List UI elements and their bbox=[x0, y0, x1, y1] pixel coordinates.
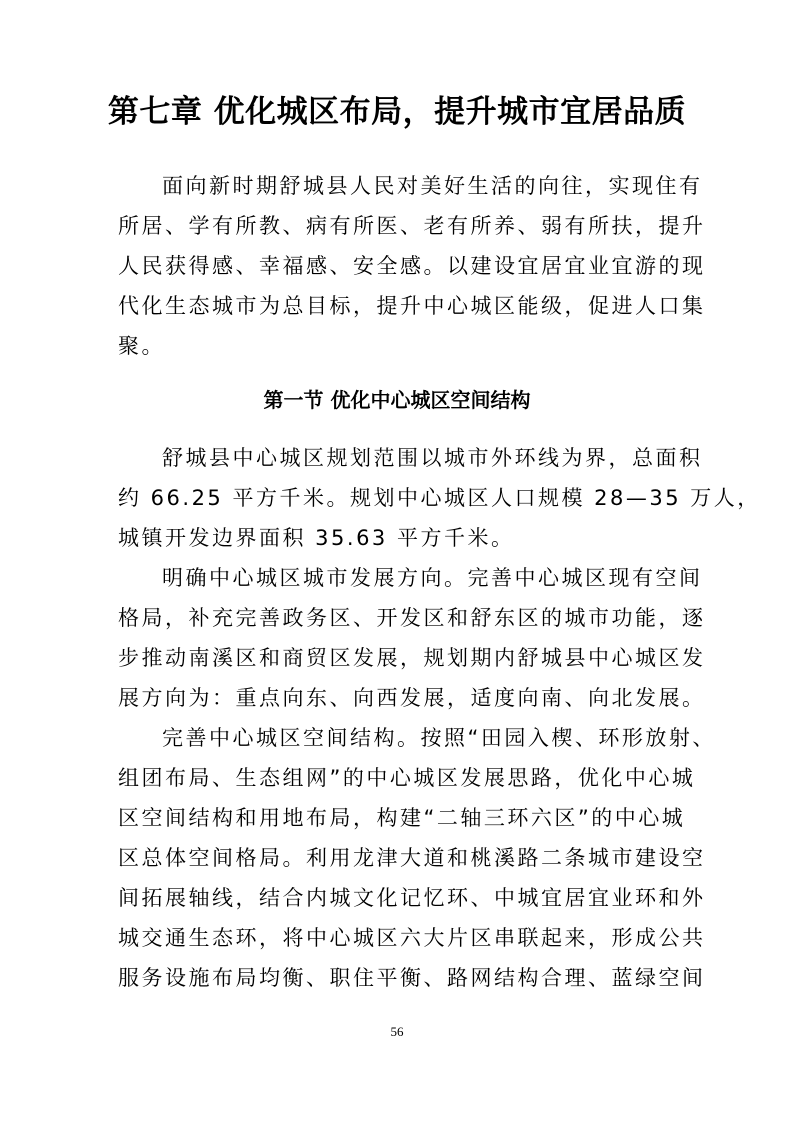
paragraph-line: 格局，补充完善政务区、开发区和舒东区的城市功能，逐 bbox=[118, 606, 706, 630]
intro-line: 所居、学有所教、病有所医、老有所养、弱有所扶，提升 bbox=[118, 214, 706, 238]
paragraph-line: 间拓展轴线，结合内城文化记忆环、中城宜居宜业环和外 bbox=[118, 886, 706, 910]
paragraph-line: 完善中心城区空间结构。按照“田园入楔、环形放射、 bbox=[162, 726, 716, 750]
section-title: 第一节 优化中心城区空间结构 bbox=[263, 388, 531, 412]
paragraph-line: 约 66.25 平方千米。规划中心城区人口规模 28—35 万人， bbox=[118, 486, 761, 510]
paragraph-line: 舒城县中心城区规划范围以城市外环线为界，总面积 bbox=[162, 446, 703, 470]
chapter-title: 第七章 优化城区布局，提升城市宜居品质 bbox=[107, 94, 687, 130]
paragraph-line: 城镇开发边界面积 35.63 平方千米。 bbox=[118, 526, 515, 550]
intro-line: 面向新时期舒城县人民对美好生活的向往，实现住有 bbox=[162, 174, 703, 198]
intro-line: 代化生态城市为总目标，提升中心城区能级，促进人口集 bbox=[118, 294, 706, 318]
intro-line: 聚。 bbox=[118, 334, 165, 358]
intro-paragraph bbox=[118, 166, 706, 366]
paragraph-development-direction bbox=[118, 558, 706, 718]
paragraph-line: 展方向为：重点向东、向西发展，适度向南、向北发展。 bbox=[118, 686, 706, 710]
paragraph-line: 城交通生态环，将中心城区六大片区串联起来，形成公共 bbox=[118, 926, 706, 950]
paragraph-spatial-structure bbox=[118, 718, 716, 998]
paragraph-line: 组团布局、生态组网”的中心城区发展思路，优化中心城 bbox=[118, 766, 696, 790]
paragraph-line: 区总体空间格局。利用龙津大道和桃溪路二条城市建设空 bbox=[118, 846, 706, 870]
paragraph-line: 区空间结构和用地布局，构建“二轴三环六区”的中心城 bbox=[118, 806, 686, 830]
paragraph-line: 步推动南溪区和商贸区发展，规划期内舒城县中心城区发 bbox=[118, 646, 706, 670]
paragraph-line: 明确中心城区城市发展方向。完善中心城区现有空间 bbox=[162, 566, 703, 590]
intro-line: 人民获得感、幸福感、安全感。以建设宜居宜业宜游的现 bbox=[118, 254, 706, 278]
page-number: 56 bbox=[390, 1024, 404, 1039]
paragraph-line: 服务设施布局均衡、职住平衡、路网结构合理、蓝绿空间 bbox=[118, 966, 706, 990]
paragraph-planning-scope bbox=[118, 438, 761, 558]
